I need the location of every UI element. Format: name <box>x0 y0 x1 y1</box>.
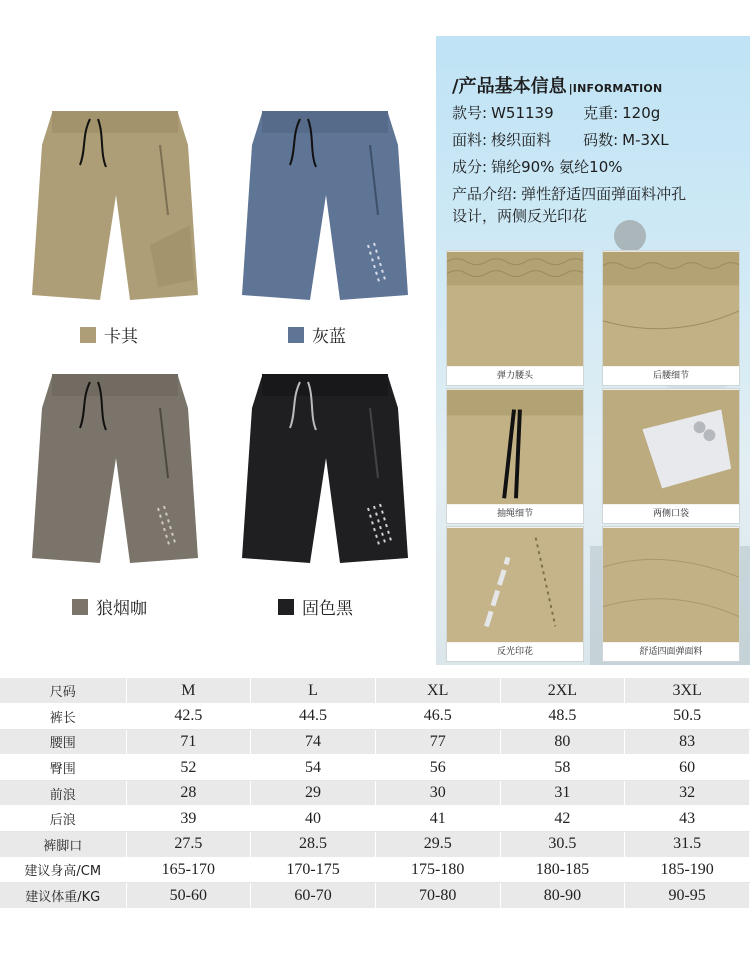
size-table-cell: 185-190 <box>625 857 750 883</box>
info-fabric-row <box>452 129 669 150</box>
variant-khaki[interactable] <box>80 322 138 347</box>
size-table-row <box>0 883 750 909</box>
size-chart-body <box>0 678 750 908</box>
size-table-cell: 31 <box>500 780 625 806</box>
composition-label: 成分: <box>452 158 488 176</box>
size-table-row <box>0 780 750 806</box>
shorts-black-illustration <box>240 368 410 568</box>
size-label: 码数: <box>583 131 619 149</box>
shorts-image-smoke-brown[interactable] <box>30 368 200 568</box>
size-table-row-label: 腰围 <box>0 729 126 755</box>
size-table-row-label: 裤长 <box>0 704 126 730</box>
size-table-row <box>0 832 750 858</box>
variant-label: 固色黑 <box>302 599 353 619</box>
size-table-row-label: 前浪 <box>0 780 126 806</box>
size-value: M-3XL <box>622 131 669 149</box>
size-table-cell: 32 <box>625 780 750 806</box>
variant-label: 卡其 <box>104 327 138 347</box>
size-table-cell: 28.5 <box>251 832 376 858</box>
size-table-row-label: 臀围 <box>0 755 126 781</box>
shorts-image-black[interactable] <box>240 368 410 568</box>
variant-label: 狼烟咖 <box>96 599 147 619</box>
variant-black[interactable] <box>278 594 353 619</box>
size-table-cell: 28 <box>126 780 251 806</box>
swatch-grey-blue <box>288 327 304 343</box>
size-table-cell: 29 <box>251 780 376 806</box>
detail-side-pockets[interactable] <box>602 388 740 524</box>
size-table-cell: 48.5 <box>500 704 625 730</box>
style-label: 款号: <box>452 104 488 122</box>
size-table-cell: 50-60 <box>126 883 251 909</box>
size-table-cell: 56 <box>375 755 500 781</box>
swatch-smoke-brown <box>72 599 88 615</box>
size-table-row-label: 建议身高/CM <box>0 857 126 883</box>
shorts-image-khaki[interactable] <box>30 105 200 305</box>
variant-label: 灰蓝 <box>312 327 346 347</box>
size-table-cell: 74 <box>251 729 376 755</box>
size-table-cell: 175-180 <box>375 857 500 883</box>
size-table-row <box>0 729 750 755</box>
info-style-row <box>452 102 660 123</box>
detail-waistband[interactable] <box>446 250 584 386</box>
color-variants <box>0 0 436 665</box>
size-table-cell: 43 <box>625 806 750 832</box>
fabric-value: 梭织面料 <box>491 131 552 149</box>
shorts-grey-blue-illustration <box>240 105 410 305</box>
size-table-cell: 80-90 <box>500 883 625 909</box>
size-table-cell: 41 <box>375 806 500 832</box>
intro-line-1: 弹性舒适四面弹面料冲孔 <box>521 185 687 203</box>
info-intro-row-2 <box>452 205 587 226</box>
size-table-cell: 29.5 <box>375 832 500 858</box>
size-table-cell: 2XL <box>500 678 625 704</box>
detail-caption: 舒适四面弹面料 <box>603 643 739 661</box>
weight-value: 120g <box>622 104 661 122</box>
size-table-cell: 31.5 <box>625 832 750 858</box>
size-table-cell: 42.5 <box>126 704 251 730</box>
detail-drawstring[interactable] <box>446 388 584 524</box>
size-table-cell: 30.5 <box>500 832 625 858</box>
size-chart-table <box>0 678 750 909</box>
info-composition-row <box>452 156 623 177</box>
back-waist-detail-image <box>603 251 739 367</box>
size-table-cell: 70-80 <box>375 883 500 909</box>
shorts-smoke-brown-illustration <box>30 368 200 568</box>
size-table-row-label: 后浪 <box>0 806 126 832</box>
size-table-row-label: 裤脚口 <box>0 832 126 858</box>
swatch-khaki <box>80 327 96 343</box>
style-value: W51139 <box>491 104 554 122</box>
size-table-cell: 77 <box>375 729 500 755</box>
size-table-cell: 54 <box>251 755 376 781</box>
detail-caption: 抽绳细节 <box>447 505 583 523</box>
size-table-row-label: 尺码 <box>0 678 126 704</box>
info-title-zh: /产品基本信息 <box>452 76 567 97</box>
detail-back-waist[interactable] <box>602 250 740 386</box>
size-table-cell: 3XL <box>625 678 750 704</box>
size-table-header-row <box>0 678 750 704</box>
variant-smoke-brown[interactable] <box>72 594 147 619</box>
info-intro-row <box>452 183 686 204</box>
size-table-cell: 40 <box>251 806 376 832</box>
stretch-fabric-detail-image <box>603 527 739 643</box>
detail-caption: 两侧口袋 <box>603 505 739 523</box>
composition-value: 锦纶90% 氨纶10% <box>491 158 623 176</box>
size-table-cell: M <box>126 678 251 704</box>
size-table-cell: XL <box>375 678 500 704</box>
shorts-image-grey-blue[interactable] <box>240 105 410 305</box>
size-table-cell: 165-170 <box>126 857 251 883</box>
size-table-cell: L <box>251 678 376 704</box>
intro-line-2: 设计，两侧反光印花 <box>452 207 588 225</box>
size-table-cell: 80 <box>500 729 625 755</box>
drawstring-detail-image <box>447 389 583 505</box>
size-table-row-label: 建议体重/KG <box>0 883 126 909</box>
size-table-cell: 170-175 <box>251 857 376 883</box>
size-table-cell: 42 <box>500 806 625 832</box>
size-table-cell: 39 <box>126 806 251 832</box>
swatch-black <box>278 599 294 615</box>
size-table-cell: 30 <box>375 780 500 806</box>
size-table-cell: 50.5 <box>625 704 750 730</box>
size-table-row <box>0 857 750 883</box>
size-table-row <box>0 704 750 730</box>
detail-caption: 弹力腰头 <box>447 367 583 385</box>
detail-caption: 后腰细节 <box>603 367 739 385</box>
variant-grey-blue[interactable] <box>288 322 346 347</box>
size-table-cell: 71 <box>126 729 251 755</box>
size-table-row <box>0 755 750 781</box>
detail-four-way-stretch[interactable] <box>602 526 740 662</box>
intro-label: 产品介绍: <box>452 185 518 203</box>
size-table-cell: 58 <box>500 755 625 781</box>
size-table-cell: 46.5 <box>375 704 500 730</box>
info-title <box>452 72 662 98</box>
side-pocket-detail-image <box>603 389 739 505</box>
size-table-cell: 60-70 <box>251 883 376 909</box>
size-table-cell: 27.5 <box>126 832 251 858</box>
size-table-row <box>0 806 750 832</box>
size-table-cell: 90-95 <box>625 883 750 909</box>
size-table-cell: 180-185 <box>500 857 625 883</box>
waistband-detail-image <box>447 251 583 367</box>
shorts-khaki-illustration <box>30 105 200 305</box>
size-table-cell: 83 <box>625 729 750 755</box>
size-table-cell: 52 <box>126 755 251 781</box>
detail-caption: 反光印花 <box>447 643 583 661</box>
size-table-cell: 44.5 <box>251 704 376 730</box>
size-table-cell: 60 <box>625 755 750 781</box>
fabric-label: 面料: <box>452 131 488 149</box>
info-title-en: |INFORMATION <box>568 82 663 95</box>
detail-reflective-print[interactable] <box>446 526 584 662</box>
product-info-panel <box>436 36 750 665</box>
weight-label: 克重: <box>583 104 619 122</box>
reflective-print-detail-image <box>447 527 583 643</box>
